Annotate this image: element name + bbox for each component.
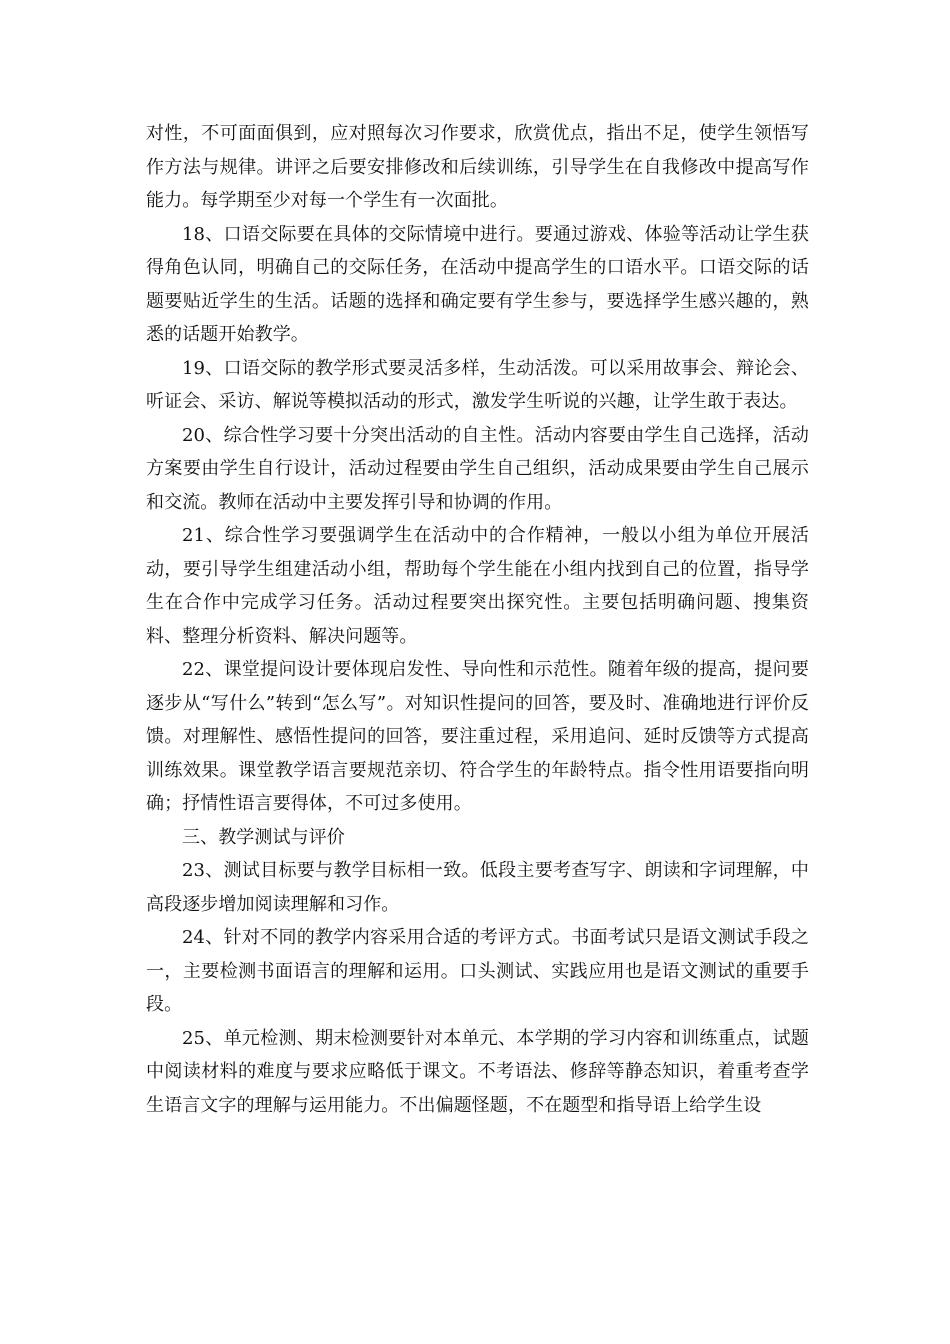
paragraph-item-20: 20、综合性学习要十分突出活动的自主性。活动内容要由学生自己选择，活动方案要由学生自行设计，活动过程要由学生自己组织，活动成果要由学生自己展示和交流。教师在活动中主要发挥引导和协调的作用。 bbox=[146, 424, 809, 513]
paragraph-item-22: 22、课堂提问设计要体现启发性、导向性和示范性。随着年级的提高，提问要逐步从“写什么”转到“怎么写”。对知识性提问的回答，要及时、准确地进行评价反馈。对理解性、感悟性提问的回答，要注重过程，采用追问、延时反馈等方式提高训练效果。课堂教学语言要规范亲切、符合学生的年龄特点。指令性用语要指向明确；抒情性语言要得体，不可过多使用。 bbox=[146, 659, 809, 814]
paragraph-item-18: 18、口语交际要在具体的交际情境中进行。要通过游戏、体验等活动让学生获得角色认同，明确自己的交际任务，在活动中提高学生的口语水平。口语交际的话题要贴近学生的生活。话题的选择和确定要有学生参与，要选择学生感兴趣的，熟悉的话题开始教学。 bbox=[146, 223, 809, 345]
paragraph-item-21: 21、综合性学习要强调学生在活动中的合作精神，一般以小组为单位开展活动，要引导学生组建活动小组，帮助每个学生能在小组内找到自己的位置，指导学生在合作中完成学习任务。活动过程要突出探究性。主要包括明确问题、搜集资料、整理分析资料、解决问题等。 bbox=[146, 525, 809, 647]
paragraph-item-23: 23、测试目标要与教学目标相一致。低段主要考查写字、朗读和字词理解，中高段逐步增加阅读理解和习作。 bbox=[146, 860, 809, 915]
paragraph-item-19: 19、口语交际的教学形式要灵活多样，生动活泼。可以采用故事会、辩论会、听证会、采访、解说等模拟活动的形式，激发学生听说的兴趣，让学生敢于表达。 bbox=[146, 357, 809, 412]
section-heading-testing: 三、教学测试与评价 bbox=[182, 826, 345, 848]
document-page bbox=[146, 117, 809, 1122]
paragraph-item-24: 24、针对不同的教学内容采用合适的考评方式。书面考试只是语文测试手段之一，主要检测书面语言的理解和运用。口头测试、实践应用也是语文测试的重要手段。 bbox=[146, 927, 809, 1015]
paragraph-item-25: 25、单元检测、期末检测要针对本单元、本学期的学习内容和训练重点，试题中阅读材料的难度与要求应略低于课文。不考语法、修辞等静态知识，着重考查学生语言文字的理解与运用能力。不出偏题怪题，不在题型和指导语上给学生设 bbox=[146, 1027, 809, 1116]
paragraph-continuation: 对性，不可面面俱到，应对照每次习作要求，欣赏优点，指出不足，使学生领悟写作方法与规律。讲评之后要安排修改和后续训练，引导学生在自我修改中提高写作能力。每学期至少对每一个学生有一次面批。 bbox=[146, 123, 809, 211]
